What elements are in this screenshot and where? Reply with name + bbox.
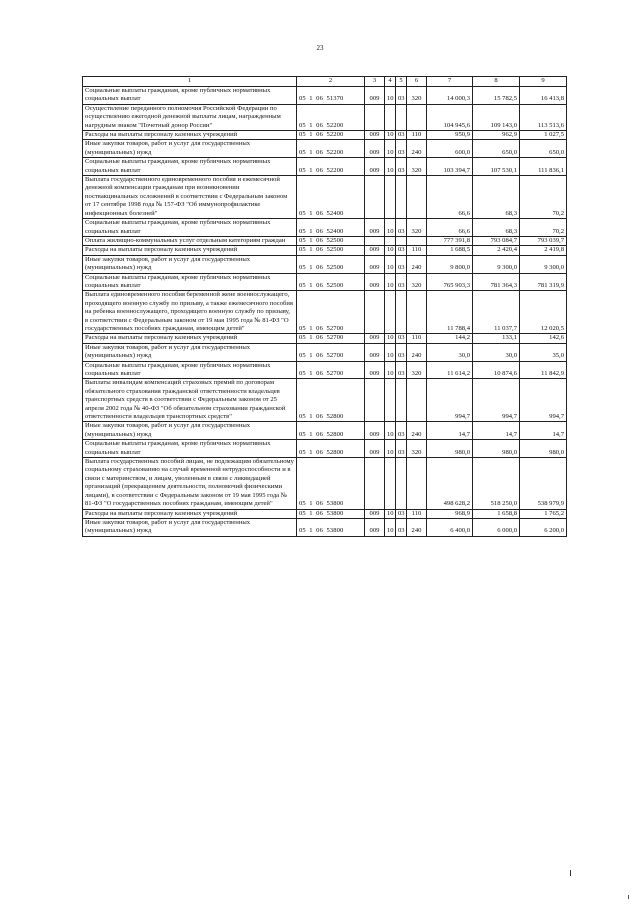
- target-code-cell: 05 1 06 51370: [297, 87, 365, 105]
- subsection-code-cell: 03: [396, 361, 407, 379]
- amount-col8-cell: 68,3: [473, 176, 520, 219]
- target-code-cell: 05 1 06 52700: [297, 291, 365, 334]
- subsection-code-cell: [396, 291, 407, 334]
- expense-type-cell: 240: [407, 255, 427, 273]
- expense-type-cell: 320: [407, 440, 427, 458]
- table-row: [83, 158, 567, 176]
- ministry-code-cell: 009: [365, 255, 385, 273]
- expense-type-cell: [407, 458, 427, 509]
- ministry-code-cell: [365, 104, 385, 130]
- amount-col7-cell: 1 688,5: [427, 246, 473, 255]
- target-code-cell: 05 1 06 52400: [297, 176, 365, 219]
- amount-col7-cell: 14,7: [427, 422, 473, 440]
- row-name-cell: Иные закупки товаров, работ и услуг для государственных (муниципальных) нужд: [83, 518, 297, 536]
- row-name-cell: Расходы на выплаты персоналу казенных учреждений: [83, 131, 297, 140]
- amount-col7-cell: 6 400,0: [427, 518, 473, 536]
- amount-col9-cell: 1 027,5: [520, 131, 567, 140]
- amount-col9-cell: 14,7: [520, 422, 567, 440]
- ministry-code-cell: [365, 176, 385, 219]
- amount-col7-cell: 777 391,8: [427, 236, 473, 245]
- section-code-cell: [385, 236, 396, 245]
- table-row: [83, 422, 567, 440]
- row-name-cell: Социальные выплаты гражданам, кроме публичных нормативных социальных выплат: [83, 219, 297, 237]
- expense-type-cell: 240: [407, 140, 427, 158]
- expense-type-cell: [407, 379, 427, 422]
- section-code-cell: 10: [385, 518, 396, 536]
- amount-col7-cell: 14 000,3: [427, 87, 473, 105]
- amount-col8-cell: 962,9: [473, 131, 520, 140]
- section-code-cell: 10: [385, 422, 396, 440]
- section-code-cell: 10: [385, 246, 396, 255]
- table-row: [83, 255, 567, 273]
- subsection-code-cell: 03: [396, 343, 407, 361]
- expense-type-cell: [407, 176, 427, 219]
- target-code-cell: 05 1 06 52200: [297, 158, 365, 176]
- page-number: 23: [316, 44, 324, 52]
- header-cell: 5: [396, 77, 407, 87]
- row-name-cell: Выплата государственного единовременного пособия и ежемесячной денежной компенсации гражданам при возникновении поствакцинальных осложнений в соответствии с Федеральным законом от 17 сентября 1998 года № 157-ФЗ "Об иммунопрофилактике инфекционных болезней": [83, 176, 297, 219]
- amount-col9-cell: 113 513,6: [520, 104, 567, 130]
- amount-col7-cell: 498 628,2: [427, 458, 473, 509]
- subsection-code-cell: 03: [396, 87, 407, 105]
- row-name-cell: Расходы на выплаты персоналу казенных учреждений: [83, 246, 297, 255]
- amount-col8-cell: 2 420,4: [473, 246, 520, 255]
- table-row: [83, 343, 567, 361]
- expense-type-cell: 240: [407, 518, 427, 536]
- ministry-code-cell: 009: [365, 158, 385, 176]
- amount-col8-cell: 68,3: [473, 219, 520, 237]
- amount-col8-cell: 994,7: [473, 379, 520, 422]
- section-code-cell: 10: [385, 334, 396, 343]
- subsection-code-cell: 03: [396, 509, 407, 518]
- subsection-code-cell: [396, 176, 407, 219]
- amount-col9-cell: 793 039,7: [520, 236, 567, 245]
- ministry-code-cell: 009: [365, 219, 385, 237]
- ministry-code-cell: 009: [365, 334, 385, 343]
- amount-col9-cell: 781 319,9: [520, 273, 567, 291]
- ministry-code-cell: 009: [365, 246, 385, 255]
- target-code-cell: 05 1 06 52700: [297, 334, 365, 343]
- expense-type-cell: 240: [407, 422, 427, 440]
- amount-col9-cell: 2 419,8: [520, 246, 567, 255]
- expense-type-cell: 320: [407, 361, 427, 379]
- table-row: [83, 361, 567, 379]
- header-cell: 9: [520, 77, 567, 87]
- row-name-cell: Иные закупки товаров, работ и услуг для государственных (муниципальных) нужд: [83, 343, 297, 361]
- expense-type-cell: 240: [407, 343, 427, 361]
- amount-col8-cell: 107 530,1: [473, 158, 520, 176]
- table-row: [83, 518, 567, 536]
- amount-col8-cell: 109 143,0: [473, 104, 520, 130]
- section-code-cell: 10: [385, 255, 396, 273]
- target-code-cell: 05 1 06 52800: [297, 379, 365, 422]
- row-name-cell: Расходы на выплаты персоналу казенных учреждений: [83, 509, 297, 518]
- expense-type-cell: [407, 104, 427, 130]
- target-code-cell: 05 1 06 53800: [297, 458, 365, 509]
- amount-col7-cell: 600,0: [427, 140, 473, 158]
- subsection-code-cell: 03: [396, 246, 407, 255]
- table-row: [83, 458, 567, 509]
- scan-mark: [570, 870, 571, 876]
- table-row: [83, 131, 567, 140]
- row-name-cell: Социальные выплаты гражданам, кроме публичных нормативных социальных выплат: [83, 87, 297, 105]
- amount-col8-cell: 1 658,8: [473, 509, 520, 518]
- subsection-code-cell: [396, 104, 407, 130]
- amount-col9-cell: 70,2: [520, 219, 567, 237]
- section-code-cell: [385, 458, 396, 509]
- amount-col9-cell: 1 765,2: [520, 509, 567, 518]
- table-row: [83, 219, 567, 237]
- expense-type-cell: 110: [407, 509, 427, 518]
- section-code-cell: [385, 176, 396, 219]
- section-code-cell: 10: [385, 509, 396, 518]
- expense-type-cell: [407, 291, 427, 334]
- amount-col7-cell: 11 788,4: [427, 291, 473, 334]
- ministry-code-cell: 009: [365, 518, 385, 536]
- header-cell: 7: [427, 77, 473, 87]
- expense-type-cell: 320: [407, 87, 427, 105]
- amount-col7-cell: 994,7: [427, 379, 473, 422]
- amount-col9-cell: 11 842,9: [520, 361, 567, 379]
- table-row: [83, 273, 567, 291]
- amount-col9-cell: 142,6: [520, 334, 567, 343]
- amount-col8-cell: 518 250,0: [473, 458, 520, 509]
- amount-col7-cell: 950,9: [427, 131, 473, 140]
- section-code-cell: 10: [385, 219, 396, 237]
- amount-col8-cell: 11 037,7: [473, 291, 520, 334]
- header-cell: 2: [297, 77, 365, 87]
- ministry-code-cell: 009: [365, 140, 385, 158]
- subsection-code-cell: 03: [396, 140, 407, 158]
- amount-col8-cell: 133,1: [473, 334, 520, 343]
- amount-col9-cell: 994,7: [520, 379, 567, 422]
- ministry-code-cell: [365, 291, 385, 334]
- target-code-cell: 05 1 06 52800: [297, 422, 365, 440]
- amount-col7-cell: 66,6: [427, 176, 473, 219]
- section-code-cell: 10: [385, 158, 396, 176]
- amount-col8-cell: 6 000,0: [473, 518, 520, 536]
- amount-col9-cell: 12 020,5: [520, 291, 567, 334]
- amount-col9-cell: 538 979,9: [520, 458, 567, 509]
- amount-col9-cell: 70,2: [520, 176, 567, 219]
- table-row: [83, 334, 567, 343]
- target-code-cell: 05 1 06 52700: [297, 343, 365, 361]
- ministry-code-cell: [365, 458, 385, 509]
- table-row: [83, 291, 567, 334]
- header-cell: 4: [385, 77, 396, 87]
- section-code-cell: 10: [385, 87, 396, 105]
- section-code-cell: [385, 291, 396, 334]
- header-cell: 6: [407, 77, 427, 87]
- row-name-cell: Иные закупки товаров, работ и услуг для государственных (муниципальных) нужд: [83, 140, 297, 158]
- expense-type-cell: 320: [407, 158, 427, 176]
- subsection-code-cell: 03: [396, 273, 407, 291]
- amount-col7-cell: 66,6: [427, 219, 473, 237]
- amount-col8-cell: 650,0: [473, 140, 520, 158]
- table-row: [83, 509, 567, 518]
- section-code-cell: 10: [385, 273, 396, 291]
- expense-type-cell: 320: [407, 273, 427, 291]
- target-code-cell: 05 1 06 52500: [297, 236, 365, 245]
- amount-col9-cell: 6 200,0: [520, 518, 567, 536]
- table-row: [83, 246, 567, 255]
- target-code-cell: 05 1 06 52800: [297, 440, 365, 458]
- table-row: [83, 87, 567, 105]
- row-name-cell: Оплата жилищно-коммунальных услуг отдельным категориям граждан: [83, 236, 297, 245]
- ministry-code-cell: [365, 379, 385, 422]
- amount-col7-cell: 30,0: [427, 343, 473, 361]
- amount-col8-cell: 30,0: [473, 343, 520, 361]
- ministry-code-cell: 009: [365, 273, 385, 291]
- section-code-cell: [385, 379, 396, 422]
- section-code-cell: 10: [385, 131, 396, 140]
- table-row: [83, 236, 567, 245]
- amount-col7-cell: 11 614,2: [427, 361, 473, 379]
- amount-col9-cell: 9 300,0: [520, 255, 567, 273]
- row-name-cell: Иные закупки товаров, работ и услуг для государственных (муниципальных) нужд: [83, 422, 297, 440]
- section-code-cell: 10: [385, 343, 396, 361]
- target-code-cell: 05 1 06 53800: [297, 518, 365, 536]
- row-name-cell: Расходы на выплаты персоналу казенных учреждений: [83, 334, 297, 343]
- amount-col9-cell: 650,0: [520, 140, 567, 158]
- expense-type-cell: 110: [407, 246, 427, 255]
- target-code-cell: 05 1 06 52500: [297, 255, 365, 273]
- amount-col8-cell: 10 874,6: [473, 361, 520, 379]
- header-cell: 3: [365, 77, 385, 87]
- table-row: [83, 176, 567, 219]
- subsection-code-cell: 03: [396, 518, 407, 536]
- target-code-cell: 05 1 06 53800: [297, 509, 365, 518]
- amount-col9-cell: 35,0: [520, 343, 567, 361]
- amount-col8-cell: 15 782,5: [473, 87, 520, 105]
- target-code-cell: 05 1 06 52700: [297, 361, 365, 379]
- section-code-cell: 10: [385, 361, 396, 379]
- target-code-cell: 05 1 06 52200: [297, 104, 365, 130]
- amount-col8-cell: 980,0: [473, 440, 520, 458]
- amount-col9-cell: 16 413,8: [520, 87, 567, 105]
- subsection-code-cell: [396, 379, 407, 422]
- row-name-cell: Социальные выплаты гражданам, кроме публичных нормативных социальных выплат: [83, 361, 297, 379]
- row-name-cell: Социальные выплаты гражданам, кроме публичных нормативных социальных выплат: [83, 158, 297, 176]
- table-row: [83, 440, 567, 458]
- amount-col8-cell: 9 300,0: [473, 255, 520, 273]
- header-cell: 1: [83, 77, 297, 87]
- row-name-cell: Выплаты инвалидам компенсаций страховых премий по договорам обязательного страхования гражданской ответственности владельцев транспортных средств в соответствии с Федеральным законом от 25 апреля 2002 года № 40-ФЗ "Об обязательном страховании гражданской ответственности владельцев транспортных средств": [83, 379, 297, 422]
- row-name-cell: Иные закупки товаров, работ и услуг для государственных (муниципальных) нужд: [83, 255, 297, 273]
- row-name-cell: Социальные выплаты гражданам, кроме публичных нормативных социальных выплат: [83, 273, 297, 291]
- amount-col7-cell: 144,2: [427, 334, 473, 343]
- expense-type-cell: [407, 236, 427, 245]
- section-code-cell: 10: [385, 140, 396, 158]
- amount-col8-cell: 14,7: [473, 422, 520, 440]
- amount-col9-cell: 980,0: [520, 440, 567, 458]
- scan-mark: [628, 895, 629, 899]
- target-code-cell: 05 1 06 52500: [297, 273, 365, 291]
- row-name-cell: Выплата государственных пособий лицам, не подлежащим обязательному социальному страхованию на случай временной нетрудоспособности и в связи с материнством, и лицам, уволенным в связи с ликвидацией организаций (прекращением деятельности, полномочий физическими лицами), в соответствии с Федеральным законом от 19 мая 1995 года № 81-ФЗ "О государственных пособиях гражданам, имеющим детей": [83, 458, 297, 509]
- amount-col7-cell: 968,9: [427, 509, 473, 518]
- section-code-cell: 10: [385, 440, 396, 458]
- row-name-cell: Выплата единовременного пособия беременной жене военнослужащего, проходящего военную службу по призыву, а также ежемесячного пособия на ребенка военнослужащего, проходящего военную службу по призыву, в соответствии с Федеральным законом от 19 мая 1995 года № 81-ФЗ "О государственных пособиях гражданам, имеющим детей": [83, 291, 297, 334]
- budget-table: [82, 76, 567, 537]
- row-name-cell: Социальные выплаты гражданам, кроме публичных нормативных социальных выплат: [83, 440, 297, 458]
- amount-col7-cell: 765 903,3: [427, 273, 473, 291]
- subsection-code-cell: 03: [396, 131, 407, 140]
- amount-col7-cell: 104 945,6: [427, 104, 473, 130]
- subsection-code-cell: 03: [396, 334, 407, 343]
- ministry-code-cell: 009: [365, 361, 385, 379]
- subsection-code-cell: 03: [396, 158, 407, 176]
- expense-type-cell: 110: [407, 131, 427, 140]
- ministry-code-cell: 009: [365, 509, 385, 518]
- expense-type-cell: 110: [407, 334, 427, 343]
- subsection-code-cell: [396, 236, 407, 245]
- ministry-code-cell: [365, 236, 385, 245]
- table-row: [83, 104, 567, 130]
- ministry-code-cell: 009: [365, 87, 385, 105]
- subsection-code-cell: 03: [396, 219, 407, 237]
- header-cell: 8: [473, 77, 520, 87]
- ministry-code-cell: 009: [365, 422, 385, 440]
- ministry-code-cell: 009: [365, 440, 385, 458]
- amount-col7-cell: 980,0: [427, 440, 473, 458]
- target-code-cell: 05 1 06 52200: [297, 131, 365, 140]
- subsection-code-cell: [396, 458, 407, 509]
- row-name-cell: Осуществление переданного полномочия Российской Федерации по осуществлению ежегодной денежной выплаты лицам, награжденным нагрудным знаком "Почетный донор России": [83, 104, 297, 130]
- section-code-cell: [385, 104, 396, 130]
- amount-col7-cell: 9 800,0: [427, 255, 473, 273]
- target-code-cell: 05 1 06 52200: [297, 140, 365, 158]
- table-row: [83, 379, 567, 422]
- amount-col7-cell: 103 394,7: [427, 158, 473, 176]
- target-code-cell: 05 1 06 52500: [297, 246, 365, 255]
- subsection-code-cell: 03: [396, 255, 407, 273]
- subsection-code-cell: 03: [396, 440, 407, 458]
- target-code-cell: 05 1 06 52400: [297, 219, 365, 237]
- table-header-row: [83, 77, 567, 87]
- expense-type-cell: 320: [407, 219, 427, 237]
- amount-col9-cell: 111 836,1: [520, 158, 567, 176]
- amount-col8-cell: 793 084,7: [473, 236, 520, 245]
- ministry-code-cell: 009: [365, 131, 385, 140]
- table-row: [83, 140, 567, 158]
- subsection-code-cell: 03: [396, 422, 407, 440]
- ministry-code-cell: 009: [365, 343, 385, 361]
- amount-col8-cell: 781 364,3: [473, 273, 520, 291]
